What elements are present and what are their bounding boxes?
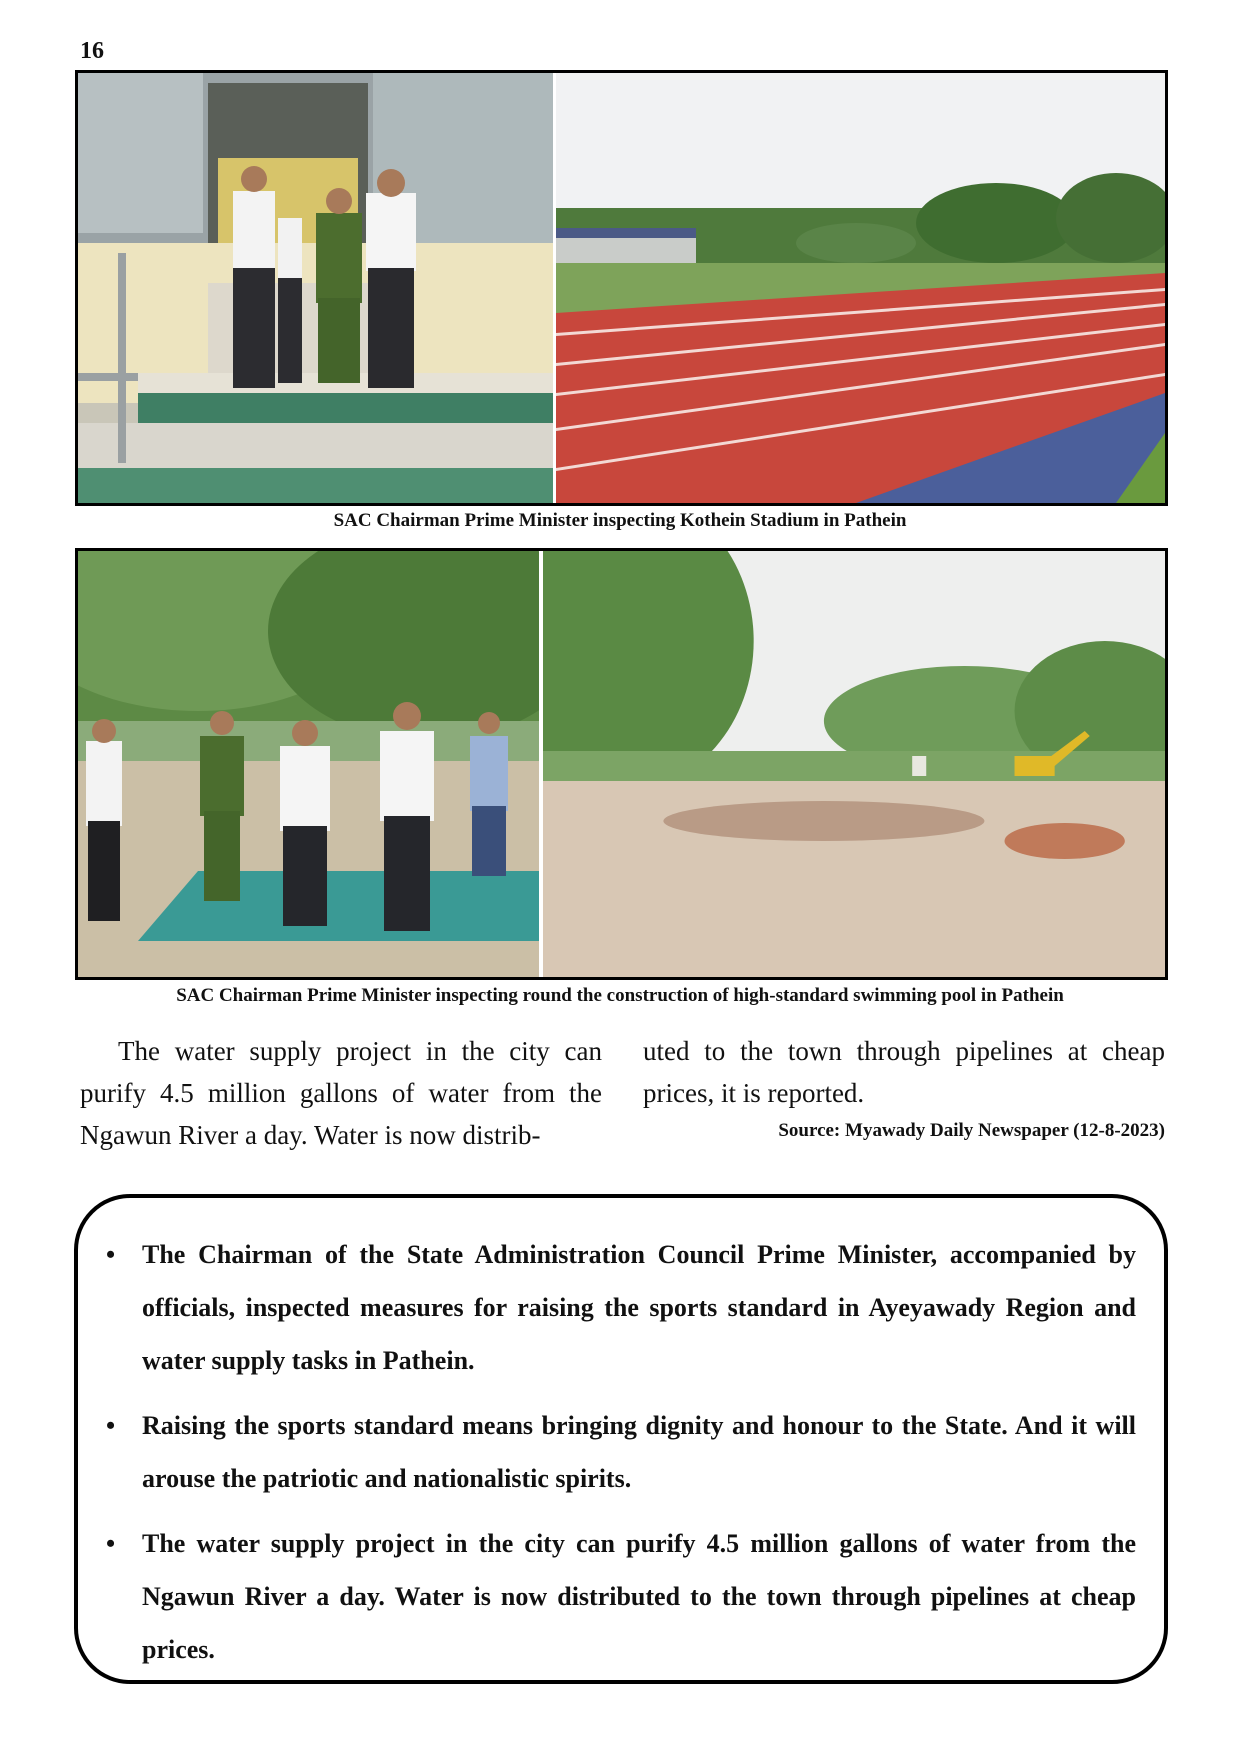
summary-item-text: The Chairman of the State Administration Council Prime Minister, accompanied by officials, inspected measures for raising the sports standard in Ayeyawady Region and water supply tasks in Pathein. xyxy=(142,1240,1136,1375)
photo-officials-at-stadium-entrance-image xyxy=(78,73,553,503)
figure-caption: SAC Chairman Prime Minister inspecting round the construction of high-standard swimming pool in Pathein xyxy=(176,985,1064,1006)
photo-running-track-image xyxy=(556,73,1165,503)
article-column-right: uted to the town through pipelines at cheap prices, it is reported. xyxy=(643,1036,1165,1108)
photo-frame-swimming-pool xyxy=(75,548,1168,980)
summary-list xyxy=(78,1198,1164,1676)
summary-item xyxy=(106,1399,1136,1505)
photo-frame-stadium xyxy=(75,70,1168,506)
photo-officials-at-stadium-entrance xyxy=(78,73,556,503)
photo-swimming-pool-construction-site xyxy=(543,551,1165,977)
photo-swimming-pool-construction-site-image xyxy=(543,551,1165,977)
figure-caption: SAC Chairman Prime Minister inspecting Kothein Stadium in Pathein xyxy=(333,510,907,531)
bullet-icon: • xyxy=(106,1240,116,1269)
summary-item-text: Raising the sports standard means bringing dignity and honour to the State. And it will arouse the patriotic and nationalistic spirits. xyxy=(142,1411,1136,1493)
summary-item xyxy=(106,1228,1136,1387)
photo-officials-at-construction-site xyxy=(78,551,543,977)
summary-item-text: The water supply project in the city can purify 4.5 million gallons of water from the Ngawun River a day. Water is now distributed to the town through pipelines at cheap prices. xyxy=(142,1529,1136,1664)
bullet-icon: • xyxy=(106,1411,116,1440)
photo-officials-at-construction-site-image xyxy=(78,551,539,977)
summary-box xyxy=(74,1194,1168,1684)
article-column-left: The water supply project in the city can purify 4.5 million gallons of water from the Ngawun River a day. Water is now distrib- xyxy=(80,1036,602,1150)
bullet-icon: • xyxy=(106,1529,116,1558)
article-source: Source: Myawady Daily Newspaper (12-8-2023) xyxy=(778,1120,1165,1141)
summary-item xyxy=(106,1517,1136,1676)
photo-running-track xyxy=(556,73,1165,503)
page-number: 16 xyxy=(80,38,104,64)
